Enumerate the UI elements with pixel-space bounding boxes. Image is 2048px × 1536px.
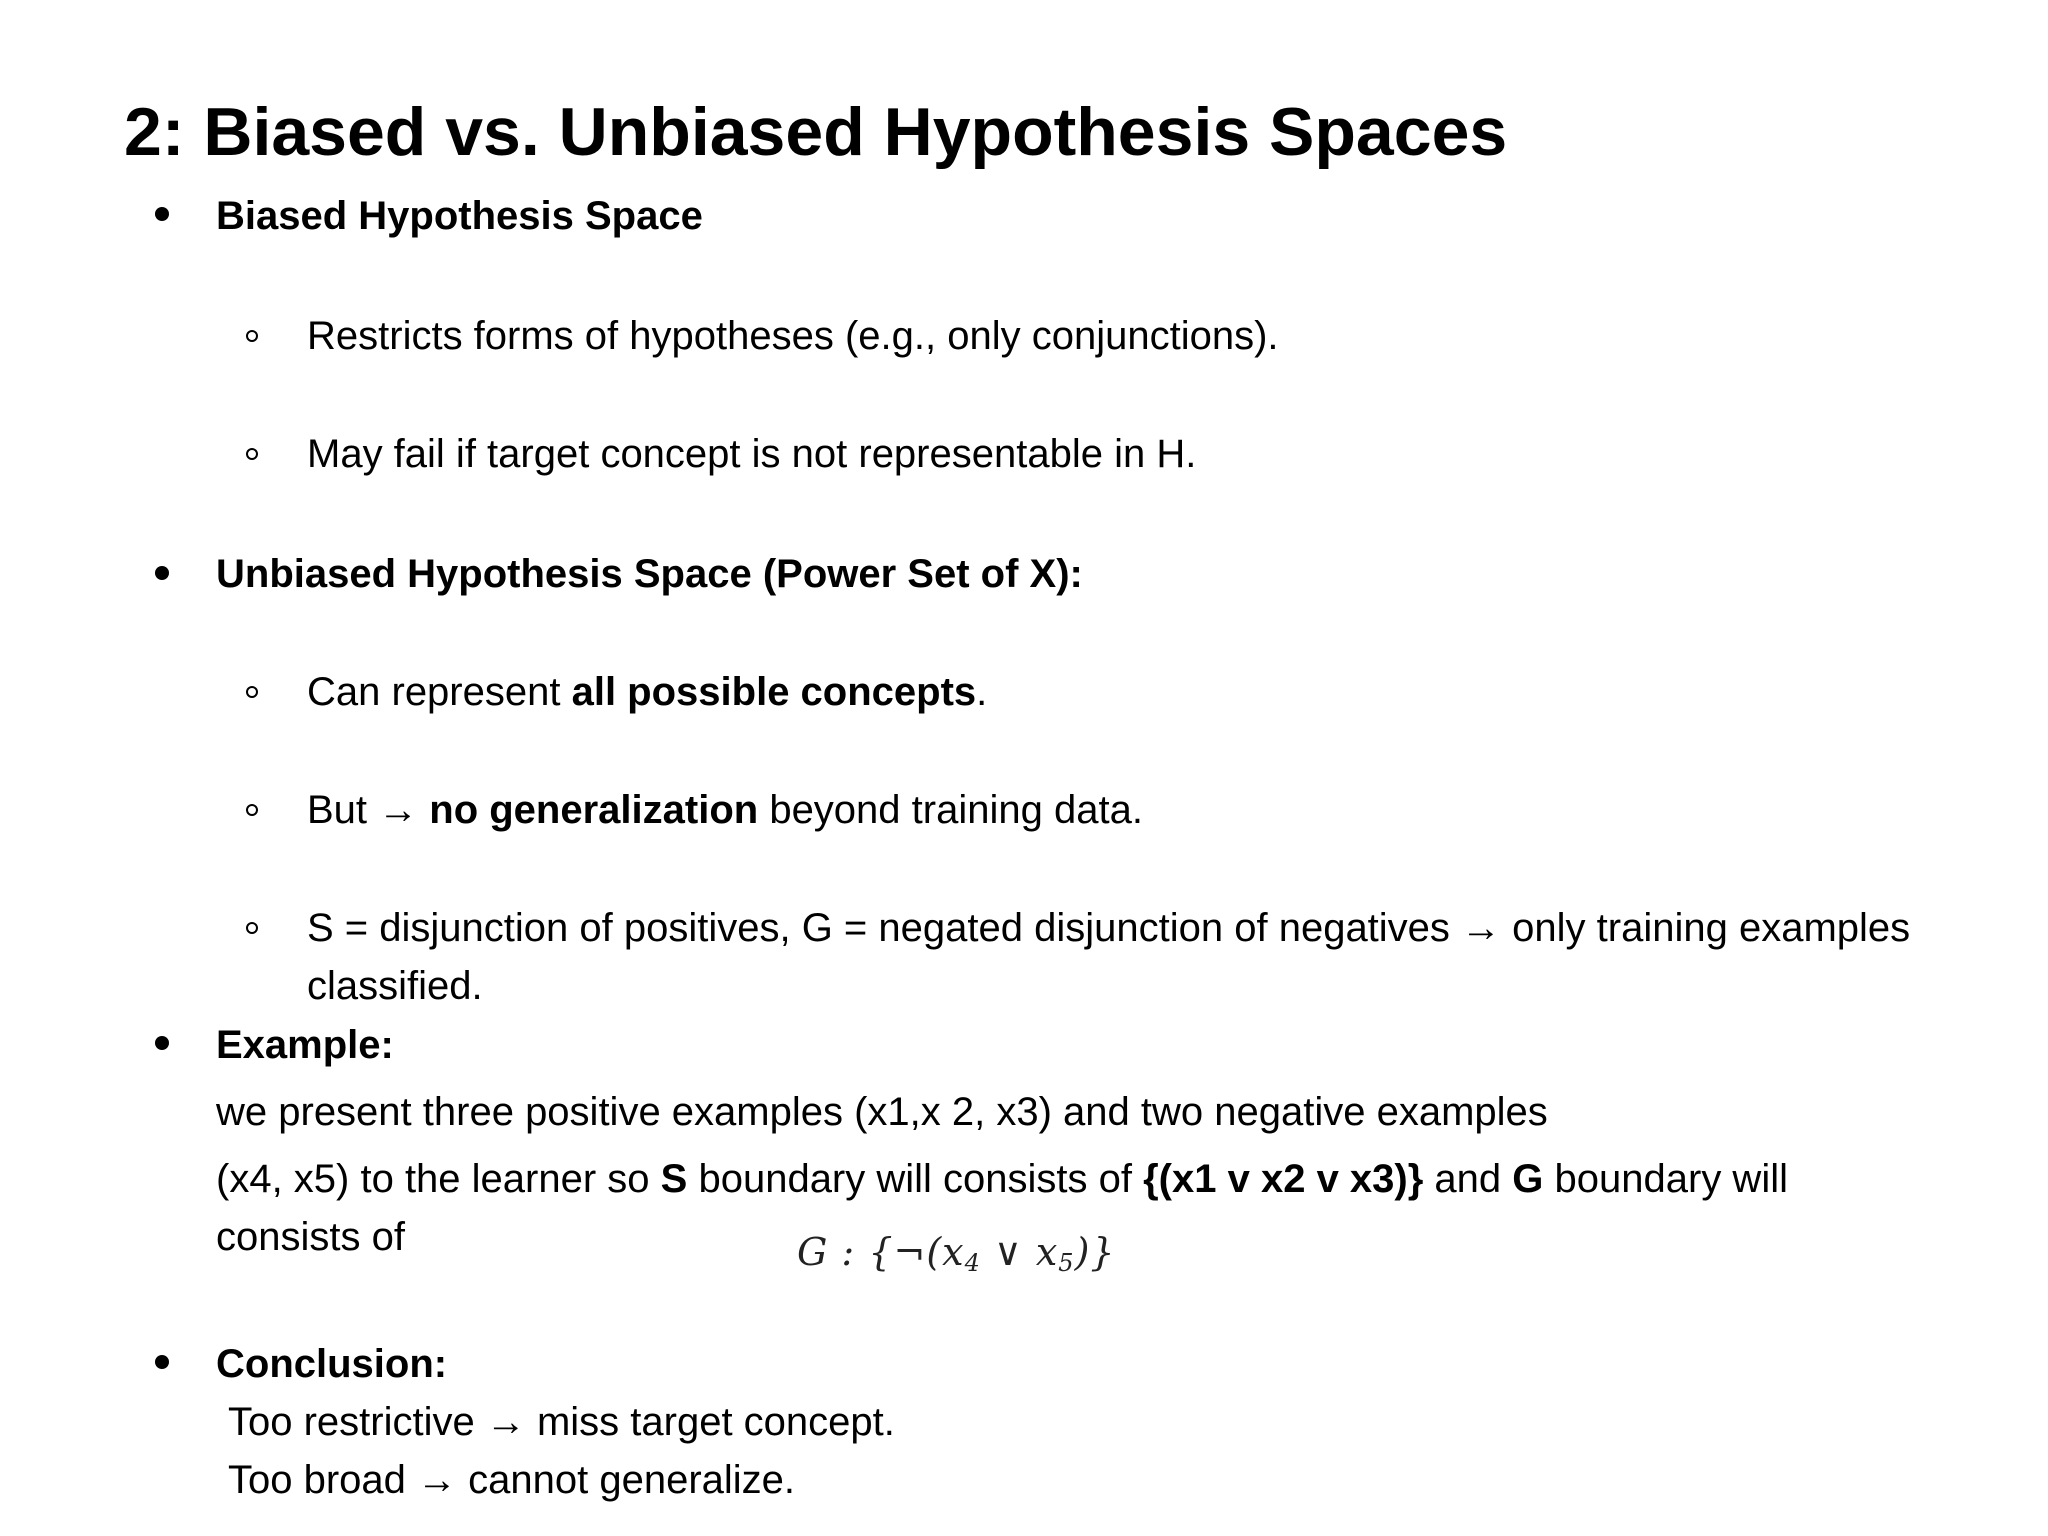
conclusion-heading: Conclusion: — [216, 1342, 448, 1386]
example-line-2-part: boundary will consists of — [687, 1157, 1144, 1201]
sub-bullet-dot — [246, 804, 258, 816]
biased-point-2: May fail if target concept is not representable in H. — [307, 432, 1197, 476]
example-line-2-part: (x4, x5) to the learner so — [216, 1157, 661, 1201]
unbiased-point-2 — [307, 786, 1143, 834]
unbiased-point-1 — [307, 668, 987, 716]
unbiased-point-2-suffix: beyond training data. — [758, 788, 1143, 832]
example-g-label: G — [1512, 1157, 1544, 1201]
sub-bullet-dot — [246, 922, 258, 934]
unbiased-point-3-line-2: classified. — [307, 964, 483, 1008]
formula-part: )} — [1074, 1230, 1116, 1274]
conclusion-line-2: Too broad → cannot generalize. — [228, 1458, 796, 1502]
unbiased-point-2-prefix: But → — [307, 788, 430, 832]
bullet-dot — [155, 1036, 169, 1050]
biased-heading: Biased Hypothesis Space — [216, 194, 703, 238]
unbiased-point-1-bold: all possible concepts — [571, 670, 977, 714]
conclusion-line-1: Too restrictive → miss target concept. — [228, 1400, 895, 1444]
bullet-dot — [155, 1355, 169, 1369]
example-s-label: S — [660, 1157, 688, 1201]
sub-bullet-dot — [246, 686, 258, 698]
bullet-dot — [155, 566, 169, 580]
biased-point-1: Restricts forms of hypotheses (e.g., only conjunctions). — [307, 314, 1279, 358]
formula-subscript: 5 — [1058, 1249, 1075, 1277]
example-line-1: we present three positive examples (x1,x 2, x3) and two negative examples — [216, 1090, 1548, 1134]
example-line-2-part: boundary will — [1543, 1157, 1788, 1201]
unbiased-point-3-line-1: S = disjunction of positives, G = negated disjunction of negatives → only training examples — [307, 906, 1911, 950]
example-line-2-part: and — [1423, 1157, 1513, 1201]
slide-title: 2: Biased vs. Unbiased Hypothesis Spaces — [124, 94, 1508, 170]
example-heading: Example: — [216, 1023, 394, 1067]
example-line-3: consists of — [216, 1215, 405, 1259]
g-boundary-formula — [797, 1228, 1116, 1287]
sub-bullet-dot — [246, 330, 258, 342]
bullet-dot — [155, 207, 169, 221]
formula-part: G : {¬(x — [797, 1230, 965, 1274]
unbiased-point-1-suffix: . — [976, 670, 988, 714]
example-line-2 — [216, 1155, 1788, 1203]
unbiased-heading: Unbiased Hypothesis Space (Power Set of X): — [216, 552, 1083, 596]
example-s-boundary: {(x1 v x2 v x3)} — [1143, 1157, 1424, 1201]
unbiased-point-2-bold: no generalization — [429, 788, 759, 832]
formula-subscript: 4 — [964, 1249, 981, 1277]
sub-bullet-dot — [246, 448, 258, 460]
unbiased-point-1-prefix: Can represent — [307, 670, 572, 714]
formula-part: ∨ x — [980, 1230, 1059, 1274]
